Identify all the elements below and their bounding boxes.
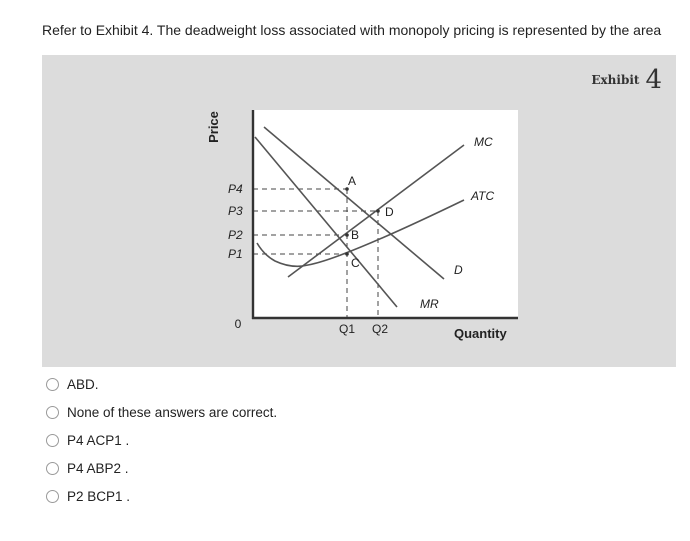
exhibit-word: Exhibit: [591, 73, 640, 87]
x-axis-label: Quantity: [454, 326, 507, 341]
p1-label: P1: [228, 247, 243, 261]
origin-label: 0: [234, 317, 242, 331]
radio-button[interactable]: [46, 490, 59, 503]
option-p2bcp1[interactable]: [46, 482, 277, 510]
point-d-dot: [376, 209, 380, 213]
radio-button[interactable]: [46, 406, 59, 419]
exhibit-panel: [42, 55, 676, 367]
point-c-label: C: [351, 256, 360, 270]
radio-button[interactable]: [46, 434, 59, 447]
option-p4abp2[interactable]: [46, 454, 277, 482]
exhibit-number: 4: [645, 65, 662, 95]
point-a-label: A: [348, 174, 357, 188]
mc-label: MC: [474, 135, 493, 149]
point-d-label: D: [385, 205, 394, 219]
option-label: None of these answers are correct.: [67, 404, 278, 420]
option-label: P4 ABP2 .: [67, 460, 129, 476]
y-axis-label: Price: [206, 111, 221, 143]
radio-button[interactable]: [46, 378, 59, 391]
p2-label: P2: [228, 228, 243, 242]
atc-label: ATC: [471, 189, 495, 203]
d-label: D: [454, 263, 463, 277]
q2-label: Q2: [371, 322, 389, 336]
point-b-dot: [345, 233, 349, 237]
question-text: Refer to Exhibit 4. The deadweight loss associated with monopoly pricing is represented by the area: [42, 22, 662, 38]
answer-options: [46, 370, 277, 510]
p4-label: P4: [228, 182, 243, 196]
option-abd[interactable]: [46, 370, 277, 398]
radio-button[interactable]: [46, 462, 59, 475]
option-p4acp1[interactable]: [46, 426, 277, 454]
option-label: P2 BCP1 .: [67, 488, 131, 504]
p3-label: P3: [228, 204, 243, 218]
option-label: P4 ACP1 .: [67, 432, 130, 448]
monopoly-graph: [42, 55, 676, 367]
option-none[interactable]: [46, 398, 277, 426]
point-b-label: B: [351, 228, 360, 242]
option-label: ABD.: [67, 376, 99, 392]
mr-label: MR: [420, 297, 439, 311]
q1-label: Q1: [338, 322, 356, 336]
point-c-dot: [345, 252, 349, 256]
